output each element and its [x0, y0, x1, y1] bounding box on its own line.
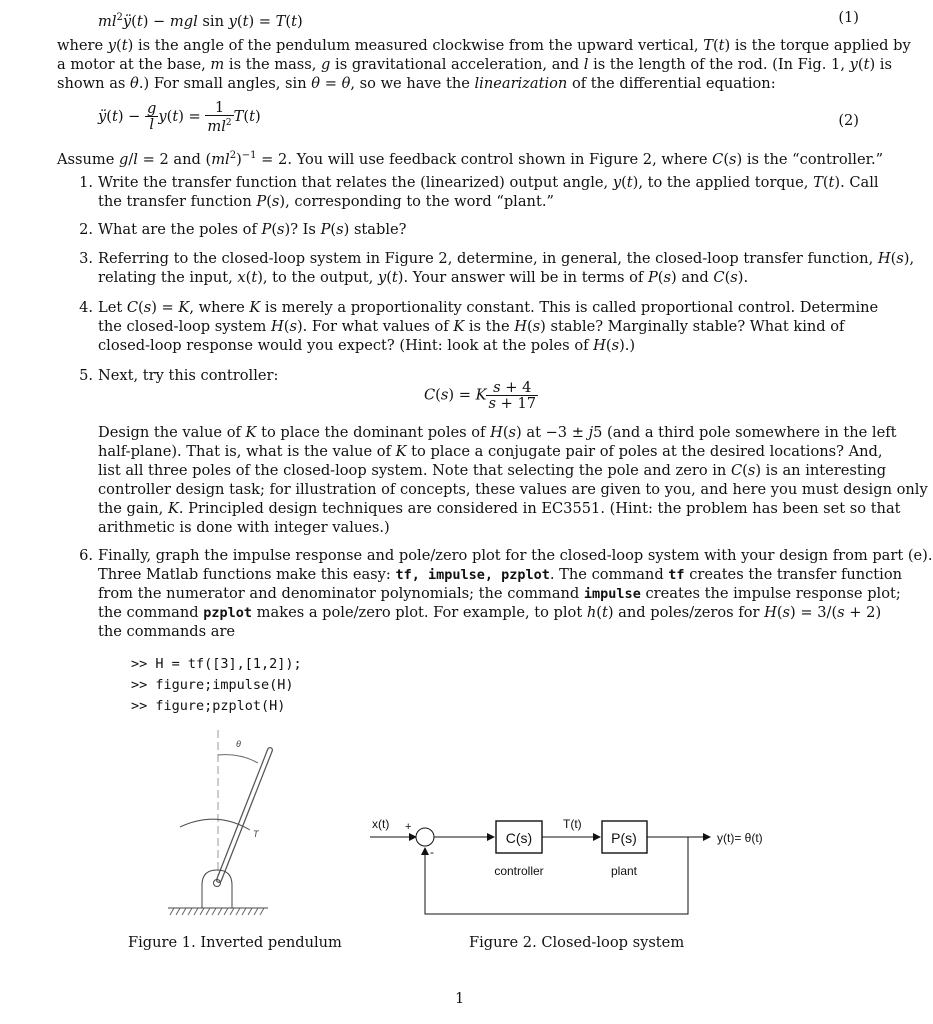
item-text: the closed-loop system H(s). For what values of K is the H(s) stable? Marginally stable? What kind of — [98, 318, 845, 335]
item-text: relating the input, x(t), to the output, y(t). Your answer will be in terms of P(s) and C(s). — [98, 269, 749, 286]
torque-signal-label: T(t) — [563, 817, 582, 831]
pendulum-base — [202, 870, 232, 908]
plus-sign: + — [405, 821, 412, 833]
minus-sign: - — [430, 845, 434, 859]
code-line: >> figure;impulse(H) — [131, 677, 294, 693]
paragraph-line: where y(t) is the angle of the pendulum measured clockwise from the upward vertical, T(t) is the torque applied by — [57, 37, 911, 54]
item-number: 6. — [79, 547, 93, 564]
item-text: the commands are — [98, 623, 236, 640]
equation-2: ÿ(t) − $\frac{g}{l}$ y(t) = $\frac{1}{ml^2}$ T(t) — [98, 99, 261, 135]
item-text: the command pzplot makes a pole/zero plot. For example, to plot h(t) and poles/zeros for H(s) = 3/(s + 2) — [98, 604, 882, 621]
torque-label: T — [253, 829, 259, 839]
input-label: x(t) — [372, 817, 390, 831]
item-text: closed-loop response would you expect? (Hint: look at the poles of H(s).) — [98, 337, 636, 354]
paragraph-line: shown as θ.) For small angles, sin θ = θ, so we have the linearization of the differential equation: — [57, 75, 776, 92]
controller-caption: controller — [494, 864, 544, 878]
item-text: Referring to the closed-loop system in Figure 2, determine, in general, the closed-loop transfer function, H(s), — [98, 250, 915, 267]
item-text: Three Matlab functions make this easy: tf, impulse, pzplot. The command tf creates the transfer function — [98, 566, 903, 583]
equation-1: $ml^2ÿ(t)$ − mgl sin y(t) = T(t) — [98, 12, 303, 30]
code-line: >> H = tf([3],[1,2]); — [131, 656, 302, 672]
item-text: the transfer function P(s), corresponding to the word “plant.” — [98, 193, 554, 210]
code-line: >> figure;pzplot(H) — [131, 698, 286, 714]
item-number: 2. — [79, 221, 93, 238]
item-number: 5. — [79, 367, 93, 384]
item-text: Design the value of K to place the dominant poles of H(s) at −3 ± j5 (and a third pole somewhere in the left — [98, 424, 897, 441]
item-text: Finally, graph the impulse response and pole/zero plot for the closed-loop system with your design from part (e). — [98, 547, 933, 564]
ground-hatching — [170, 908, 264, 915]
item-text: Next, try this controller: — [98, 367, 279, 384]
figure-1-caption: Figure 1. Inverted pendulum — [128, 934, 342, 951]
paragraph-line: Assume g/l = 2 and $(ml^2)^{-1} = 2$. You will use feedback control shown in Figure 2, where C(s) is the “controller.” — [57, 150, 884, 168]
theta-label: θ — [236, 739, 241, 749]
item-text: What are the poles of P(s)? Is P(s) stable? — [98, 221, 407, 238]
paragraph-line: a motor at the base, m is the mass, g is gravitational acceleration, and l is the length of the rod. (In Fig. 1, y(t) is — [57, 56, 892, 73]
summing-junction — [416, 828, 434, 846]
controller-equation: C(s) = K $\frac{s + 4}{s + 17}$ — [424, 379, 537, 412]
output-label: y(t)= θ(t) — [717, 831, 763, 845]
closed-loop-diagram — [360, 808, 790, 920]
figure-2-caption: Figure 2. Closed-loop system — [469, 934, 685, 951]
item-number: 3. — [79, 250, 93, 267]
equation-2-number: (2) — [838, 112, 859, 129]
item-text: Let C(s) = K, where K is merely a proportionality constant. This is called proportional control. Determine — [98, 299, 879, 316]
item-number: 4. — [79, 299, 93, 316]
inverted-pendulum-figure — [150, 725, 290, 925]
item-text: arithmetic is done with integer values.) — [98, 519, 390, 536]
item-text: half-plane). That is, what is the value of K to place a conjugate pair of poles at the desired locations? And, — [98, 443, 883, 460]
plant-caption: plant — [610, 864, 638, 878]
equation-1-number: (1) — [838, 9, 859, 26]
plant-block-label: P(s) — [611, 830, 637, 846]
item-text: from the numerator and denominator polynomials; the command impulse creates the impulse response plot; — [98, 585, 901, 602]
item-text: the gain, K. Principled design techniques are considered in EC3551. (Hint: the problem has been set so that — [98, 500, 901, 517]
controller-block-label: C(s) — [505, 830, 533, 846]
theta-arc — [218, 755, 258, 763]
item-text: list all three poles of the closed-loop system. Note that selecting the pole and zero in C(s) is an interesting — [98, 462, 887, 479]
item-text: controller design task; for illustration of concepts, these values are given to you, and here you must design only — [98, 481, 928, 498]
item-number: 1. — [79, 174, 93, 191]
page-number: 1 — [455, 990, 465, 1007]
item-text: Write the transfer function that relates the (linearized) output angle, y(t), to the applied torque, T(t). Call — [98, 174, 879, 191]
feedback-path — [425, 837, 688, 914]
